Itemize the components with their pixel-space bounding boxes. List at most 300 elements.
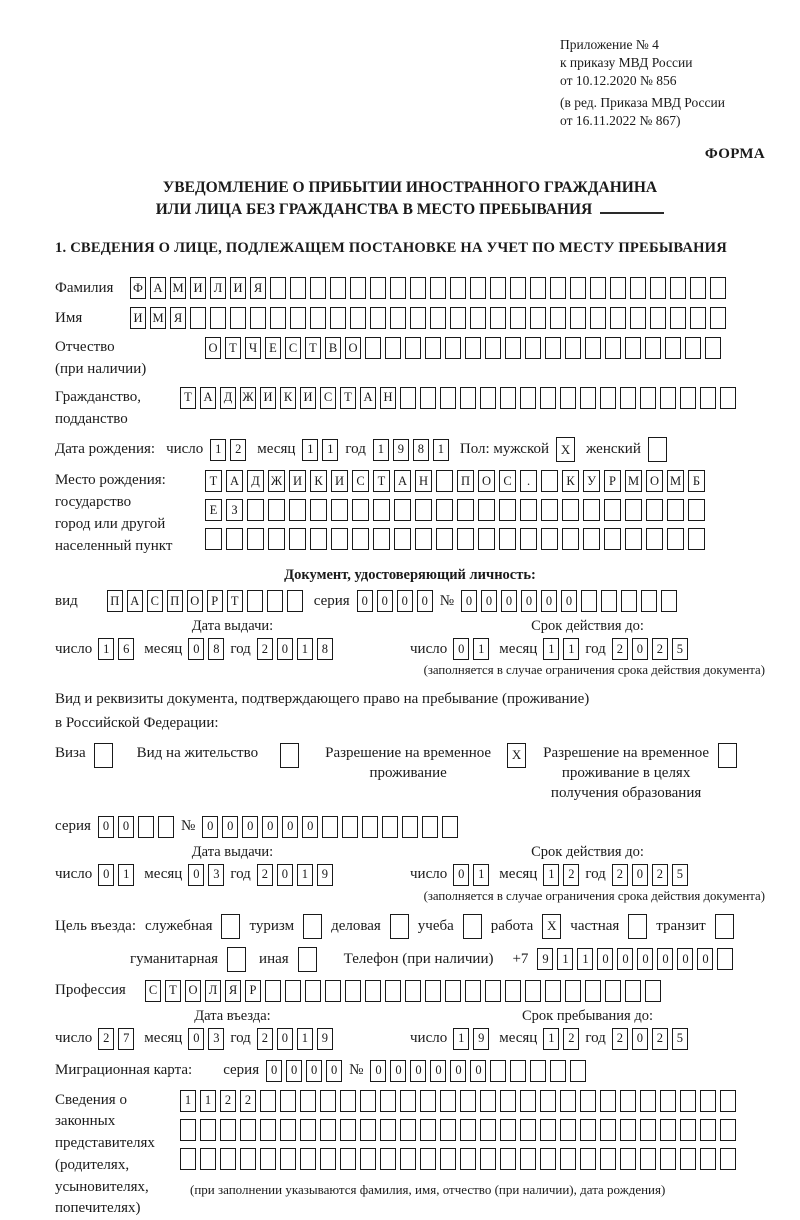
- char-cell[interactable]: [590, 277, 606, 299]
- char-cell[interactable]: 9: [393, 439, 409, 461]
- char-cell[interactable]: 1: [543, 1028, 559, 1050]
- char-cell[interactable]: [500, 1119, 516, 1141]
- char-cell[interactable]: [370, 277, 386, 299]
- char-cell[interactable]: И: [230, 277, 246, 299]
- char-cell[interactable]: [520, 1148, 536, 1170]
- char-cell[interactable]: X: [556, 437, 575, 462]
- char-cell[interactable]: 1: [98, 638, 114, 660]
- char-cell[interactable]: М: [170, 277, 186, 299]
- char-cell[interactable]: [303, 914, 322, 939]
- char-cell[interactable]: [500, 1090, 516, 1112]
- char-cell[interactable]: [525, 337, 541, 359]
- char-cell[interactable]: И: [260, 387, 276, 409]
- char-cell[interactable]: [710, 307, 726, 329]
- char-cell[interactable]: [325, 980, 341, 1002]
- char-cell[interactable]: [605, 980, 621, 1002]
- char-cell[interactable]: 0: [481, 590, 497, 612]
- char-cell[interactable]: [420, 1148, 436, 1170]
- char-cell[interactable]: 0: [370, 1060, 386, 1082]
- char-cell[interactable]: [510, 307, 526, 329]
- char-cell[interactable]: И: [300, 387, 316, 409]
- char-cell[interactable]: [365, 980, 381, 1002]
- char-cell[interactable]: [720, 1119, 736, 1141]
- char-cell[interactable]: [300, 1148, 316, 1170]
- char-cell[interactable]: [541, 499, 558, 521]
- char-cell[interactable]: 8: [317, 638, 333, 660]
- char-cell[interactable]: Л: [210, 277, 226, 299]
- char-cell[interactable]: [158, 816, 174, 838]
- char-cell[interactable]: [221, 914, 240, 939]
- char-cell[interactable]: 1: [180, 1090, 196, 1112]
- char-cell[interactable]: [370, 307, 386, 329]
- char-cell[interactable]: 0: [417, 590, 433, 612]
- char-cell[interactable]: [180, 1119, 196, 1141]
- char-cell[interactable]: Ч: [245, 337, 261, 359]
- char-cell[interactable]: 0: [677, 948, 693, 970]
- char-cell[interactable]: 0: [118, 816, 134, 838]
- char-cell[interactable]: С: [320, 387, 336, 409]
- char-cell[interactable]: 0: [470, 1060, 486, 1082]
- char-cell[interactable]: [460, 387, 476, 409]
- char-cell[interactable]: 2: [563, 1028, 579, 1050]
- char-cell[interactable]: [260, 1148, 276, 1170]
- char-cell[interactable]: [440, 1148, 456, 1170]
- char-cell[interactable]: Н: [380, 387, 396, 409]
- char-cell[interactable]: [442, 816, 458, 838]
- char-cell[interactable]: [550, 277, 566, 299]
- char-cell[interactable]: [620, 387, 636, 409]
- char-cell[interactable]: [390, 307, 406, 329]
- char-cell[interactable]: 0: [202, 816, 218, 838]
- char-cell[interactable]: [210, 307, 226, 329]
- char-cell[interactable]: [667, 528, 684, 550]
- char-cell[interactable]: [268, 499, 285, 521]
- char-cell[interactable]: Т: [180, 387, 196, 409]
- char-cell[interactable]: [470, 277, 486, 299]
- char-cell[interactable]: С: [499, 470, 516, 492]
- char-cell[interactable]: Д: [247, 470, 264, 492]
- char-cell[interactable]: 1: [200, 1090, 216, 1112]
- char-cell[interactable]: [560, 1119, 576, 1141]
- char-cell[interactable]: 0: [453, 638, 469, 660]
- char-cell[interactable]: [570, 307, 586, 329]
- char-cell[interactable]: [440, 1090, 456, 1112]
- char-cell[interactable]: О: [187, 590, 203, 612]
- char-cell[interactable]: 1: [473, 864, 489, 886]
- char-cell[interactable]: [220, 1119, 236, 1141]
- char-cell[interactable]: 1: [543, 638, 559, 660]
- char-cell[interactable]: [365, 337, 381, 359]
- char-cell[interactable]: Р: [245, 980, 261, 1002]
- char-cell[interactable]: [720, 1090, 736, 1112]
- char-cell[interactable]: [270, 277, 286, 299]
- char-cell[interactable]: 2: [98, 1028, 114, 1050]
- char-cell[interactable]: [585, 337, 601, 359]
- char-cell[interactable]: 0: [277, 638, 293, 660]
- char-cell[interactable]: X: [542, 914, 561, 939]
- char-cell[interactable]: [440, 387, 456, 409]
- char-cell[interactable]: 0: [326, 1060, 342, 1082]
- char-cell[interactable]: О: [478, 470, 495, 492]
- char-cell[interactable]: [445, 337, 461, 359]
- char-cell[interactable]: [562, 528, 579, 550]
- char-cell[interactable]: [394, 528, 411, 550]
- char-cell[interactable]: [604, 499, 621, 521]
- char-cell[interactable]: [605, 337, 621, 359]
- char-cell[interactable]: [360, 1119, 376, 1141]
- char-cell[interactable]: 0: [266, 1060, 282, 1082]
- char-cell[interactable]: [650, 307, 666, 329]
- char-cell[interactable]: Н: [415, 470, 432, 492]
- char-cell[interactable]: 2: [612, 638, 628, 660]
- char-cell[interactable]: 0: [282, 816, 298, 838]
- char-cell[interactable]: [570, 1060, 586, 1082]
- char-cell[interactable]: [400, 1090, 416, 1112]
- char-cell[interactable]: [600, 387, 616, 409]
- char-cell[interactable]: [362, 816, 378, 838]
- char-cell[interactable]: [661, 590, 677, 612]
- char-cell[interactable]: 0: [188, 864, 204, 886]
- char-cell[interactable]: [610, 307, 626, 329]
- char-cell[interactable]: [510, 1060, 526, 1082]
- char-cell[interactable]: [230, 307, 246, 329]
- char-cell[interactable]: [660, 1148, 676, 1170]
- char-cell[interactable]: [240, 1148, 256, 1170]
- char-cell[interactable]: П: [457, 470, 474, 492]
- char-cell[interactable]: 2: [257, 1028, 273, 1050]
- char-cell[interactable]: Т: [227, 590, 243, 612]
- char-cell[interactable]: 0: [357, 590, 373, 612]
- char-cell[interactable]: 0: [617, 948, 633, 970]
- char-cell[interactable]: .: [520, 470, 537, 492]
- char-cell[interactable]: [300, 1090, 316, 1112]
- char-cell[interactable]: 0: [188, 1028, 204, 1050]
- char-cell[interactable]: И: [130, 307, 146, 329]
- char-cell[interactable]: 1: [543, 864, 559, 886]
- char-cell[interactable]: 0: [697, 948, 713, 970]
- char-cell[interactable]: [260, 1119, 276, 1141]
- char-cell[interactable]: 1: [373, 439, 389, 461]
- char-cell[interactable]: [562, 499, 579, 521]
- char-cell[interactable]: 0: [277, 1028, 293, 1050]
- char-cell[interactable]: Ж: [268, 470, 285, 492]
- char-cell[interactable]: [298, 947, 317, 972]
- char-cell[interactable]: 1: [563, 638, 579, 660]
- char-cell[interactable]: [580, 387, 596, 409]
- char-cell[interactable]: [289, 528, 306, 550]
- char-cell[interactable]: [247, 590, 263, 612]
- char-cell[interactable]: [505, 980, 521, 1002]
- char-cell[interactable]: [718, 743, 737, 768]
- char-cell[interactable]: [205, 528, 222, 550]
- char-cell[interactable]: [520, 1090, 536, 1112]
- char-cell[interactable]: А: [360, 387, 376, 409]
- char-cell[interactable]: [600, 1090, 616, 1112]
- char-cell[interactable]: [430, 307, 446, 329]
- char-cell[interactable]: [425, 337, 441, 359]
- char-cell[interactable]: 1: [297, 1028, 313, 1050]
- char-cell[interactable]: В: [325, 337, 341, 359]
- char-cell[interactable]: 0: [390, 1060, 406, 1082]
- char-cell[interactable]: [310, 277, 326, 299]
- char-cell[interactable]: 0: [657, 948, 673, 970]
- char-cell[interactable]: [540, 387, 556, 409]
- char-cell[interactable]: 5: [672, 864, 688, 886]
- char-cell[interactable]: [620, 1090, 636, 1112]
- char-cell[interactable]: [560, 387, 576, 409]
- char-cell[interactable]: [490, 277, 506, 299]
- char-cell[interactable]: [330, 277, 346, 299]
- char-cell[interactable]: [415, 499, 432, 521]
- char-cell[interactable]: [280, 743, 299, 768]
- char-cell[interactable]: [590, 307, 606, 329]
- char-cell[interactable]: [350, 277, 366, 299]
- char-cell[interactable]: [620, 1119, 636, 1141]
- char-cell[interactable]: [267, 590, 283, 612]
- char-cell[interactable]: [480, 1148, 496, 1170]
- char-cell[interactable]: [600, 1119, 616, 1141]
- char-cell[interactable]: 1: [322, 439, 338, 461]
- char-cell[interactable]: 9: [317, 1028, 333, 1050]
- char-cell[interactable]: [520, 1119, 536, 1141]
- char-cell[interactable]: [680, 1148, 696, 1170]
- char-cell[interactable]: [540, 1148, 556, 1170]
- char-cell[interactable]: [601, 590, 617, 612]
- char-cell[interactable]: [680, 387, 696, 409]
- char-cell[interactable]: [710, 277, 726, 299]
- char-cell[interactable]: 0: [98, 816, 114, 838]
- char-cell[interactable]: [450, 307, 466, 329]
- char-cell[interactable]: [540, 1090, 556, 1112]
- char-cell[interactable]: [340, 1090, 356, 1112]
- char-cell[interactable]: [480, 387, 496, 409]
- char-cell[interactable]: 0: [377, 590, 393, 612]
- char-cell[interactable]: 0: [521, 590, 537, 612]
- char-cell[interactable]: [352, 499, 369, 521]
- char-cell[interactable]: [530, 307, 546, 329]
- char-cell[interactable]: 3: [208, 1028, 224, 1050]
- char-cell[interactable]: Л: [205, 980, 221, 1002]
- char-cell[interactable]: 1: [433, 439, 449, 461]
- char-cell[interactable]: [342, 816, 358, 838]
- char-cell[interactable]: У: [583, 470, 600, 492]
- char-cell[interactable]: Р: [207, 590, 223, 612]
- char-cell[interactable]: [540, 1119, 556, 1141]
- char-cell[interactable]: И: [331, 470, 348, 492]
- char-cell[interactable]: 0: [597, 948, 613, 970]
- char-cell[interactable]: 8: [413, 439, 429, 461]
- char-cell[interactable]: [190, 307, 206, 329]
- char-cell[interactable]: 0: [450, 1060, 466, 1082]
- char-cell[interactable]: Т: [225, 337, 241, 359]
- char-cell[interactable]: 0: [637, 948, 653, 970]
- char-cell[interactable]: 2: [612, 1028, 628, 1050]
- char-cell[interactable]: А: [394, 470, 411, 492]
- char-cell[interactable]: С: [147, 590, 163, 612]
- char-cell[interactable]: Т: [205, 470, 222, 492]
- char-cell[interactable]: 6: [118, 638, 134, 660]
- char-cell[interactable]: К: [280, 387, 296, 409]
- char-cell[interactable]: [280, 1119, 296, 1141]
- char-cell[interactable]: [630, 277, 646, 299]
- char-cell[interactable]: [465, 980, 481, 1002]
- char-cell[interactable]: 0: [561, 590, 577, 612]
- char-cell[interactable]: [382, 816, 398, 838]
- char-cell[interactable]: 0: [222, 816, 238, 838]
- char-cell[interactable]: [583, 528, 600, 550]
- char-cell[interactable]: 0: [188, 638, 204, 660]
- char-cell[interactable]: 2: [240, 1090, 256, 1112]
- char-cell[interactable]: 2: [652, 1028, 668, 1050]
- char-cell[interactable]: [500, 387, 516, 409]
- char-cell[interactable]: А: [226, 470, 243, 492]
- char-cell[interactable]: [380, 1090, 396, 1112]
- char-cell[interactable]: [520, 499, 537, 521]
- char-cell[interactable]: [715, 914, 734, 939]
- char-cell[interactable]: Т: [165, 980, 181, 1002]
- char-cell[interactable]: [410, 307, 426, 329]
- char-cell[interactable]: [290, 307, 306, 329]
- char-cell[interactable]: [265, 980, 281, 1002]
- char-cell[interactable]: [499, 528, 516, 550]
- char-cell[interactable]: [138, 816, 154, 838]
- char-cell[interactable]: 0: [277, 864, 293, 886]
- char-cell[interactable]: О: [646, 470, 663, 492]
- char-cell[interactable]: [247, 499, 264, 521]
- char-cell[interactable]: [450, 277, 466, 299]
- char-cell[interactable]: [425, 980, 441, 1002]
- char-cell[interactable]: [680, 1090, 696, 1112]
- char-cell[interactable]: [690, 277, 706, 299]
- char-cell[interactable]: Я: [250, 277, 266, 299]
- char-cell[interactable]: 2: [652, 864, 668, 886]
- char-cell[interactable]: [545, 337, 561, 359]
- char-cell[interactable]: К: [562, 470, 579, 492]
- char-cell[interactable]: [457, 528, 474, 550]
- char-cell[interactable]: 0: [632, 864, 648, 886]
- char-cell[interactable]: [352, 528, 369, 550]
- char-cell[interactable]: [430, 277, 446, 299]
- char-cell[interactable]: [268, 528, 285, 550]
- char-cell[interactable]: [289, 499, 306, 521]
- char-cell[interactable]: [385, 337, 401, 359]
- char-cell[interactable]: [420, 1090, 436, 1112]
- char-cell[interactable]: [625, 499, 642, 521]
- char-cell[interactable]: 9: [317, 864, 333, 886]
- char-cell[interactable]: А: [127, 590, 143, 612]
- char-cell[interactable]: [457, 499, 474, 521]
- char-cell[interactable]: [690, 307, 706, 329]
- char-cell[interactable]: Е: [265, 337, 281, 359]
- char-cell[interactable]: [247, 528, 264, 550]
- char-cell[interactable]: [645, 980, 661, 1002]
- char-cell[interactable]: 1: [118, 864, 134, 886]
- char-cell[interactable]: [720, 1148, 736, 1170]
- char-cell[interactable]: М: [667, 470, 684, 492]
- char-cell[interactable]: 0: [242, 816, 258, 838]
- char-cell[interactable]: [625, 980, 641, 1002]
- char-cell[interactable]: [640, 1119, 656, 1141]
- char-cell[interactable]: [490, 1060, 506, 1082]
- char-cell[interactable]: С: [352, 470, 369, 492]
- char-cell[interactable]: 1: [302, 439, 318, 461]
- char-cell[interactable]: 2: [612, 864, 628, 886]
- char-cell[interactable]: 1: [473, 638, 489, 660]
- char-cell[interactable]: [400, 387, 416, 409]
- char-cell[interactable]: [705, 337, 721, 359]
- char-cell[interactable]: 2: [220, 1090, 236, 1112]
- char-cell[interactable]: [630, 307, 646, 329]
- char-cell[interactable]: А: [150, 277, 166, 299]
- char-cell[interactable]: [485, 337, 501, 359]
- char-cell[interactable]: [400, 1148, 416, 1170]
- char-cell[interactable]: [545, 980, 561, 1002]
- char-cell[interactable]: [660, 1119, 676, 1141]
- char-cell[interactable]: [340, 1119, 356, 1141]
- char-cell[interactable]: [380, 1148, 396, 1170]
- char-cell[interactable]: [478, 528, 495, 550]
- char-cell[interactable]: [641, 590, 657, 612]
- char-cell[interactable]: [550, 1060, 566, 1082]
- char-cell[interactable]: Я: [170, 307, 186, 329]
- char-cell[interactable]: [385, 980, 401, 1002]
- char-cell[interactable]: [94, 743, 113, 768]
- char-cell[interactable]: [645, 337, 661, 359]
- char-cell[interactable]: [415, 528, 432, 550]
- char-cell[interactable]: [604, 528, 621, 550]
- char-cell[interactable]: [390, 277, 406, 299]
- char-cell[interactable]: 3: [208, 864, 224, 886]
- char-cell[interactable]: [400, 1119, 416, 1141]
- char-cell[interactable]: [287, 590, 303, 612]
- char-cell[interactable]: [670, 307, 686, 329]
- char-cell[interactable]: [640, 1090, 656, 1112]
- char-cell[interactable]: [510, 277, 526, 299]
- char-cell[interactable]: К: [310, 470, 327, 492]
- char-cell[interactable]: 9: [473, 1028, 489, 1050]
- char-cell[interactable]: 5: [672, 1028, 688, 1050]
- char-cell[interactable]: 0: [453, 864, 469, 886]
- char-cell[interactable]: [585, 980, 601, 1002]
- char-cell[interactable]: [720, 387, 736, 409]
- char-cell[interactable]: [665, 337, 681, 359]
- char-cell[interactable]: 0: [430, 1060, 446, 1082]
- char-cell[interactable]: О: [205, 337, 221, 359]
- char-cell[interactable]: [280, 1148, 296, 1170]
- char-cell[interactable]: [580, 1119, 596, 1141]
- char-cell[interactable]: [322, 816, 338, 838]
- char-cell[interactable]: [310, 499, 327, 521]
- char-cell[interactable]: [500, 1148, 516, 1170]
- char-cell[interactable]: [310, 528, 327, 550]
- char-cell[interactable]: Е: [205, 499, 222, 521]
- char-cell[interactable]: [541, 470, 558, 492]
- char-cell[interactable]: [525, 980, 541, 1002]
- char-cell[interactable]: [250, 307, 266, 329]
- char-cell[interactable]: [625, 528, 642, 550]
- char-cell[interactable]: 5: [672, 638, 688, 660]
- char-cell[interactable]: С: [285, 337, 301, 359]
- char-cell[interactable]: [436, 499, 453, 521]
- char-cell[interactable]: [280, 1090, 296, 1112]
- char-cell[interactable]: [667, 499, 684, 521]
- char-cell[interactable]: [200, 1119, 216, 1141]
- char-cell[interactable]: [345, 980, 361, 1002]
- char-cell[interactable]: 8: [208, 638, 224, 660]
- char-cell[interactable]: Р: [604, 470, 621, 492]
- char-cell[interactable]: [285, 980, 301, 1002]
- char-cell[interactable]: 0: [632, 638, 648, 660]
